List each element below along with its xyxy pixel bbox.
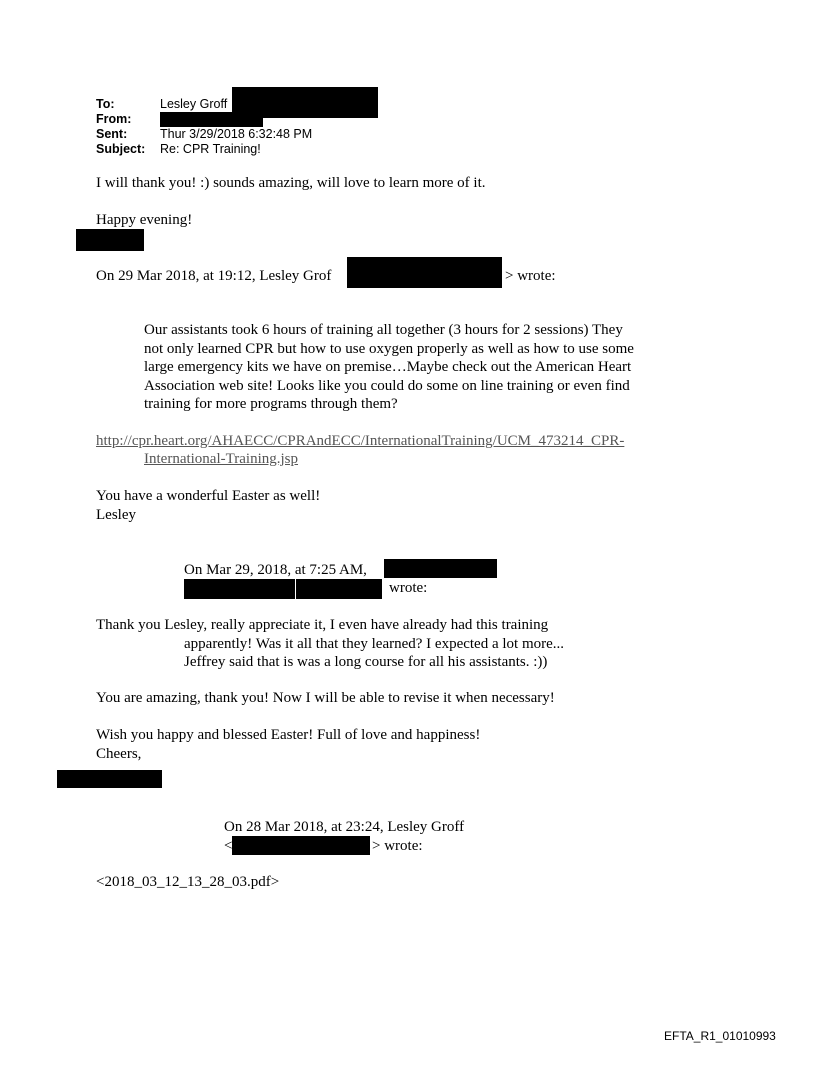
quote2-intro-line-1: On Mar 29, 2018, at 7:25 AM, — [184, 562, 367, 578]
to-label: To: — [96, 97, 115, 111]
quote1-closing-line: You have a wonderful Easter as well! — [96, 488, 321, 504]
quote1-intro-suffix: > wrote: — [505, 268, 556, 284]
redaction-box — [347, 257, 502, 288]
attachment-filename[interactable]: <2018_03_12_13_28_03.pdf> — [96, 874, 280, 890]
quote2-intro-suffix: wrote: — [389, 580, 428, 596]
sent-value: Thur 3/29/2018 6:32:48 PM — [160, 127, 313, 141]
subject-value: Re: CPR Training! — [160, 142, 261, 156]
reply-line-2: Happy evening! — [96, 212, 193, 228]
quote2-signoff: Cheers, — [96, 745, 142, 762]
subject-label: Subject: — [96, 142, 146, 156]
redaction-box — [184, 579, 295, 599]
quote1-body-line: Association web site! Looks like you could do some on line training or even find — [144, 377, 630, 394]
cpr-training-link[interactable]: http://cpr.heart.org/AHAECC/CPRAndECC/InternationalTraining/UCM_473214_CPR- — [96, 433, 625, 449]
reply-line-1: I will thank you! :) sounds amazing, will love to learn more of it. — [96, 175, 486, 191]
quote2-body-line: Thank you Lesley, really appreciate it, I even have already had this training — [96, 617, 549, 633]
quote2-body-line: Jeffrey said that is was a long course for all his assistants. :)) — [184, 654, 548, 670]
from-label: From: — [96, 112, 132, 126]
quote3-intro-line-1: On 28 Mar 2018, at 23:24, Lesley Groff — [224, 819, 465, 835]
quote1-intro-prefix: On 29 Mar 2018, at 19:12, Lesley Grof — [96, 268, 332, 284]
quote1-signature: Lesley — [96, 506, 136, 523]
redaction-box — [384, 559, 497, 578]
quote2-body-line: apparently! Was it all that they learned? I expected a lot more... — [184, 635, 565, 652]
quote1-body-line: training for more programs through them? — [144, 396, 398, 412]
document-id: EFTA_R1_01010993 — [664, 1029, 776, 1043]
to-value: Lesley Groff — [160, 97, 228, 111]
redaction-box — [160, 112, 263, 127]
quote2-paragraph: Wish you happy and blessed Easter! Full of love and happiness! — [96, 727, 481, 743]
redaction-box — [296, 579, 382, 599]
cpr-training-link-continued[interactable]: International-Training.jsp — [144, 451, 299, 467]
sent-label: Sent: — [96, 127, 128, 141]
quote2-paragraph: You are amazing, thank you! Now I will be able to revise it when necessary! — [96, 690, 555, 706]
redaction-box — [76, 229, 144, 251]
quote3-intro-suffix: > wrote: — [372, 837, 423, 854]
quote1-body-line: not only learned CPR but how to use oxygen properly as well as how to use some — [144, 340, 634, 357]
quote1-body-line: large emergency kits we have on premise…Maybe check out the American Heart — [144, 359, 632, 375]
quote3-intro-prefix: < — [224, 837, 233, 854]
quote1-body-line: Our assistants took 6 hours of training all together (3 hours for 2 sessions) They — [144, 322, 623, 338]
redaction-box — [57, 770, 162, 788]
redaction-box — [232, 836, 370, 855]
